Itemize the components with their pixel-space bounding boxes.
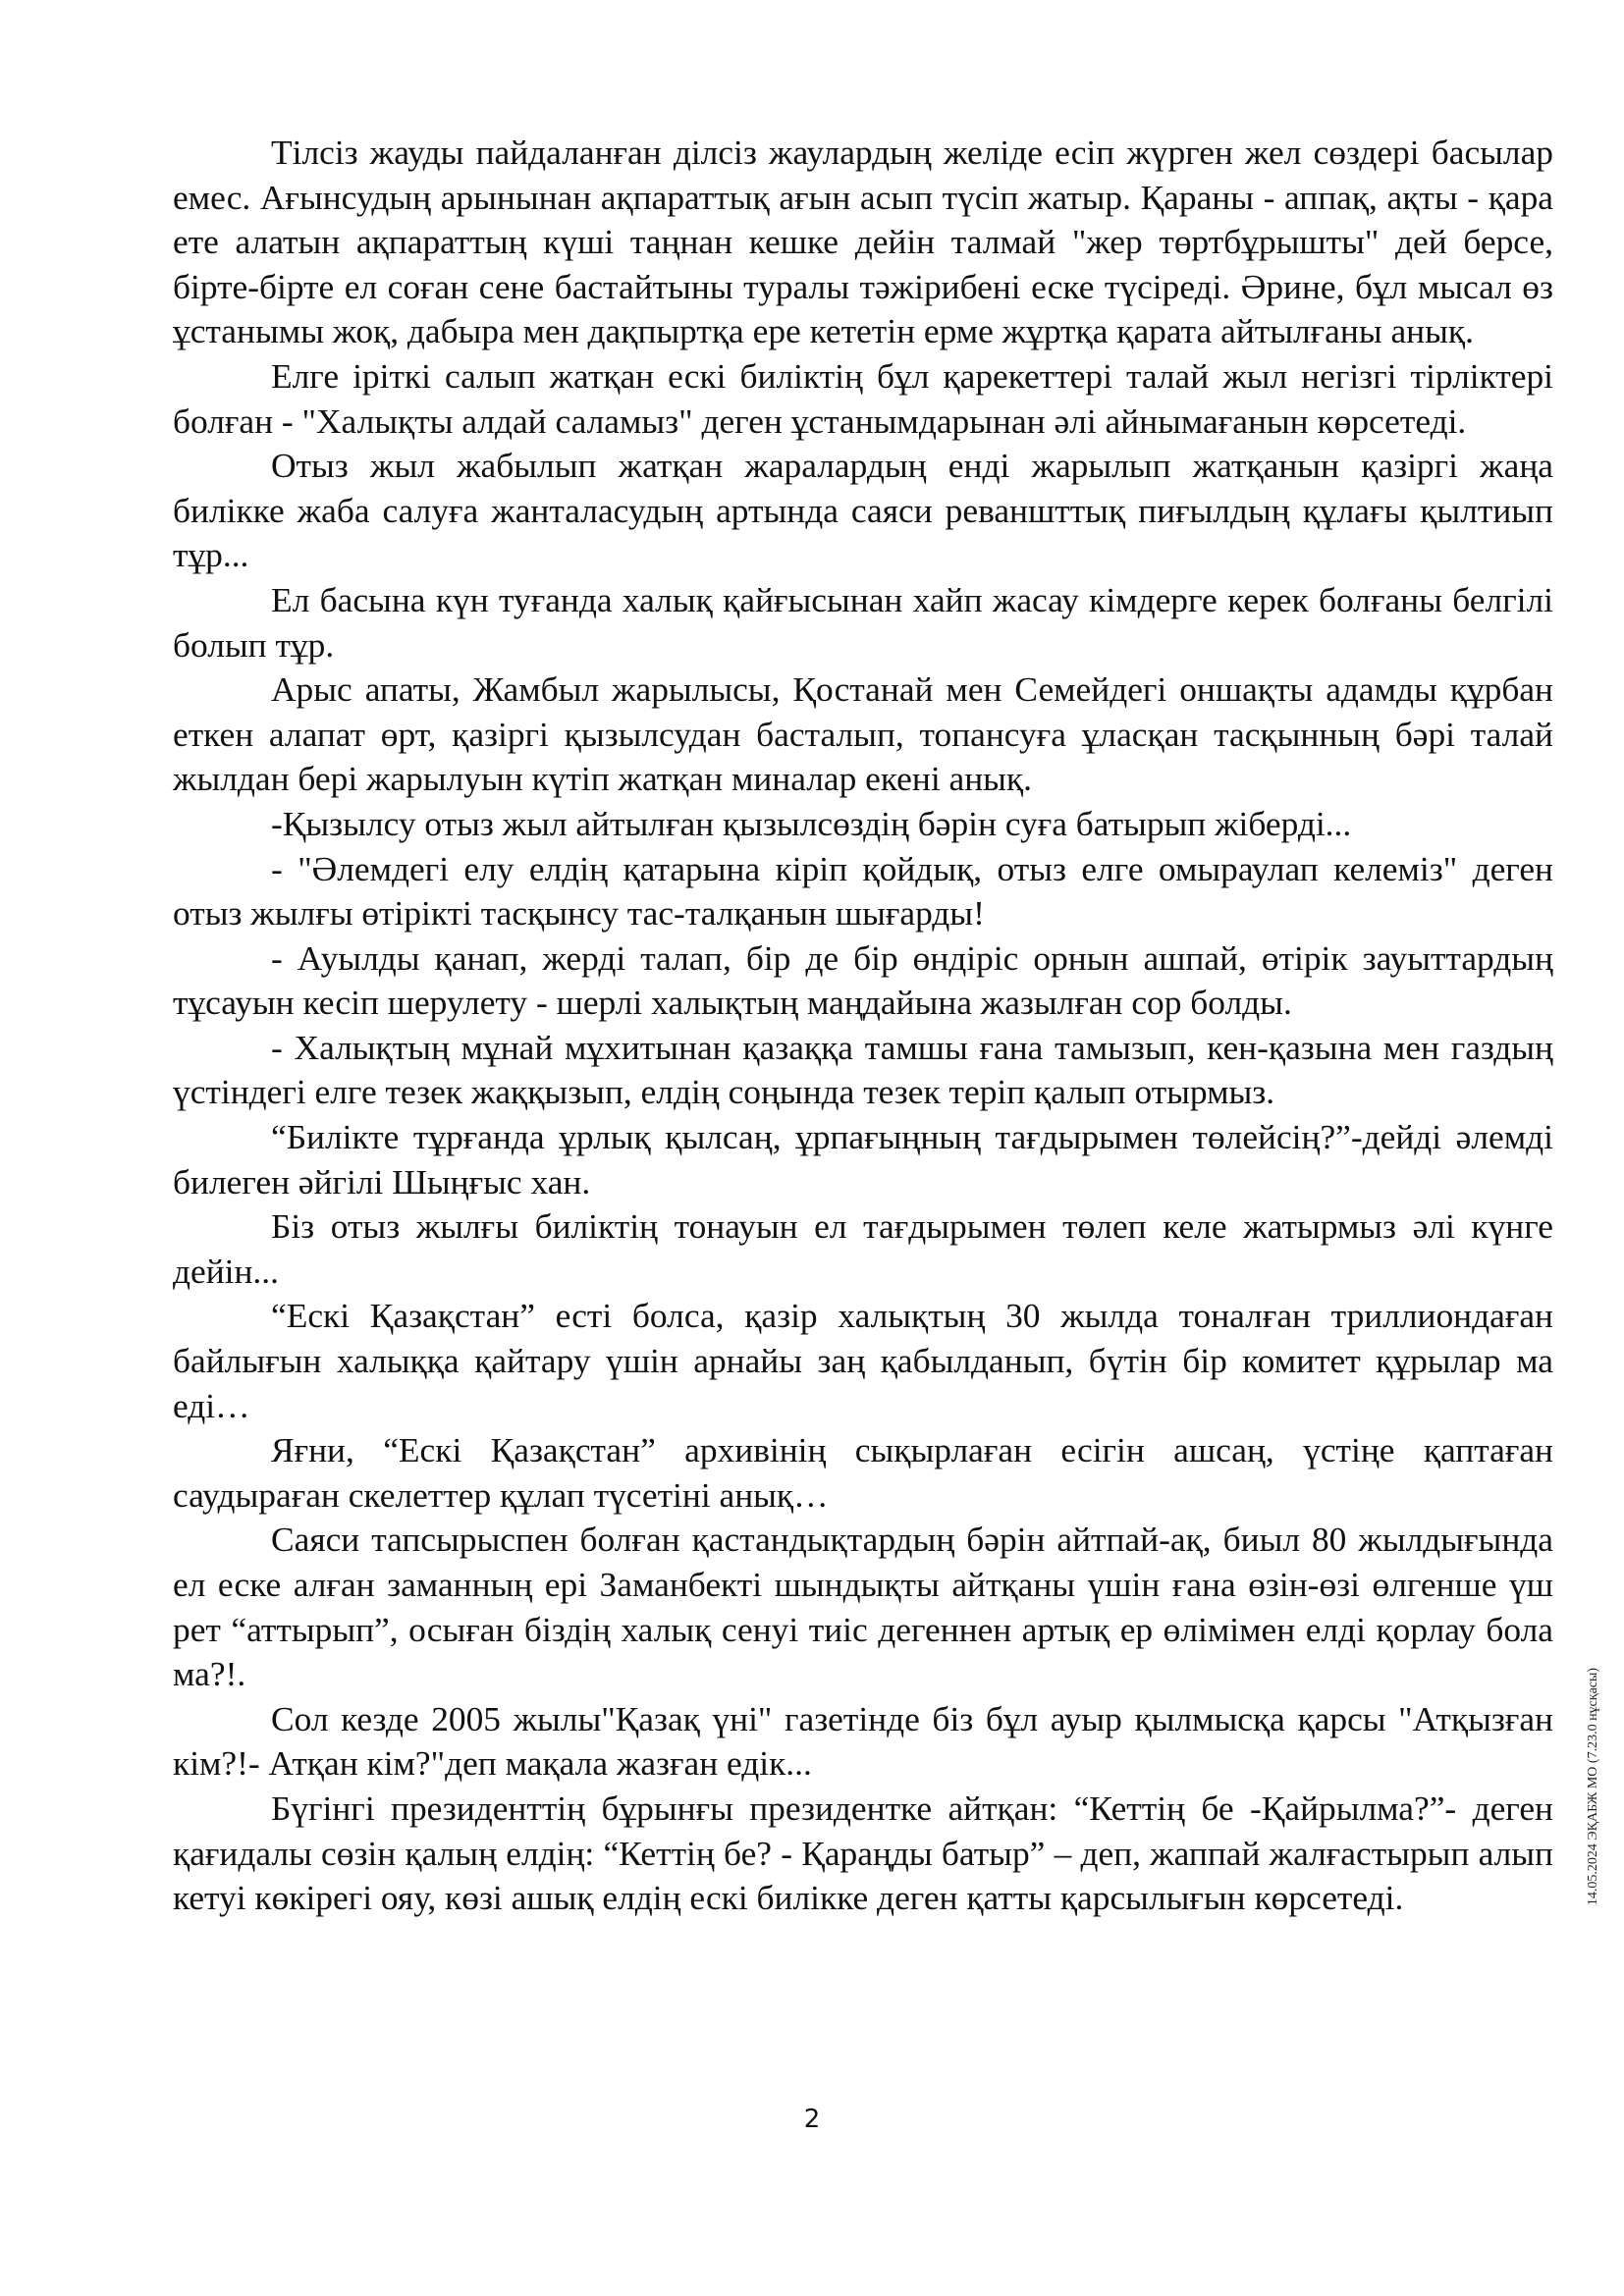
stamp-text: 14.05.2024 ЭҚАБЖ МО (7.23.0 нұсқасы)	[1586, 1667, 1600, 1906]
paragraph: Ел басына күн туғанда халық қайғысынан хайп жасау кімдерге керек болғаны белгілі болып тұр.	[173, 579, 1553, 665]
paragraph: Арыс апаты, Жамбыл жарылысы, Қостанай мен Семейдегі оншақты адамды құрбан еткен алапат өрт, қазіргі қызылсудан басталып, топансуға ұласқан тасқынның бәрі талай жылдан бері жарылуын күтіп жатқан миналар екені анық.	[173, 669, 1553, 799]
paragraph: Отыз жыл жабылып жатқан жаралардың енді жарылып жатқанын қазіргі жаңа билікке жаба салуға жанталасудың артында саяси реваншттық пиғылдың құлағы қылтиып тұр...	[173, 446, 1553, 575]
paragraph: Біз отыз жылғы биліктің тонауын ел тағдырымен төлеп келе жатырмыз әлі күнге дейін...	[173, 1206, 1553, 1291]
paragraph: Яғни, “Ескі Қазақстан” архивінің сықырлаған есігін ашсаң, үстіңе қаптаған саудыраған скелеттер құлап түсетіні анық…	[173, 1430, 1553, 1515]
paragraph: Сол кезде 2005 жылы"Қазақ үні" газетінде біз бұл ауыр қылмысқа қарсы "Атқызған кім?!- Атқан кім?"деп мақала жазған едік...	[173, 1698, 1553, 1784]
document-body	[173, 131, 1553, 1921]
paragraph: - Халықтың мұнай мұхитынан қазаққа тамшы ғана тамызып, кен-қазына мен газдың үстіндегі елге тезек жаққызып, елдің соңында тезек теріп қалып отырмыз.	[173, 1027, 1553, 1112]
paragraph: Елге іріткі салып жатқан ескі биліктің бұл қарекеттері талай жыл негізгі тірліктері болған - "Халықты алдай саламыз" деген ұстанымдарынан әлі айнымағанын көрсетеді.	[173, 355, 1553, 441]
paragraph: “Ескі Қазақстан” есті болса, қазір халықтың 30 жылда тоналған триллиондаған байлығын халыққа қайтару үшін арнайы заң қабылданып, бүтін бір комитет құрылар ма еді…	[173, 1296, 1553, 1425]
paragraph: Саяси тапсырыспен болған қастандықтардың бәрін айтпай-ақ, биыл 80 жылдығында ел еске алған заманның ері Заманбекті шындықты айтқаны үшін ғана өзін-өзі өлгенше үш рет “аттырып”, осыған біздің халық сенуі тиіс дегеннен артық ер өлімімен елді қорлау бола ма?!.	[173, 1520, 1553, 1694]
paragraph: Бүгінгі президенттің бұрынғы президентке айтқан: “Кеттің бе -Қайрылма?”- деген қағидалы сөзін қалың елдің: “Кеттің бе? - Қараңды батыр” – деп, жаппай жалғастырып алып кетуі көкірегі ояу, көзі ашық елдің ескі билікке деген қатты қарсылығын көрсетеді.	[173, 1788, 1553, 1918]
paragraph: - "Әлемдегі елу елдің қатарына кіріп қойдық, отыз елге омыраулап келеміз" деген отыз жылғы өтірікті тасқынсу тас-талқанын шығарды!	[173, 848, 1553, 934]
paragraph: - Ауылды қанап, жерді талап, бір де бір өндіріс орнын ашпай, өтірік зауыттардың тұсауын кесіп шерулету - шерлі халықтың маңдайына жазылған сор болды.	[173, 937, 1553, 1023]
electronic-signature-stamp	[1583, 1610, 1604, 1963]
paragraph: Тілсіз жауды пайдаланған ділсіз жаулардың желіде есіп жүрген жел сөздері басылар емес. Ағынсудың арынынан ақпараттық ағын асып түсіп жатыр. Қараны - аппақ, ақты - қара ете алатын ақпараттың күші таңнан кешке дейін талмай "жер төртбұрышты" дей берсе, бірте-бірте ел соған сене бастайтыны туралы тәжірибені еске түсіреді. Әрине, бұл мысал өз ұстанымы жоқ, дабыра мен дақпыртқа ере кететін ерме жұртқа қарата айтылғаны анық.	[173, 133, 1553, 351]
page-number: 2	[803, 2105, 821, 2134]
paragraph: -Қызылсу отыз жыл айтылған қызылсөздің бәрін суға батырып жіберді...	[271, 803, 1352, 843]
paragraph: “Билікте тұрғанда ұрлық қылсаң, ұрпағыңның тағдырымен төлейсің?”-дейді әлемді билеген әйгілі Шыңғыс хан.	[173, 1117, 1553, 1201]
